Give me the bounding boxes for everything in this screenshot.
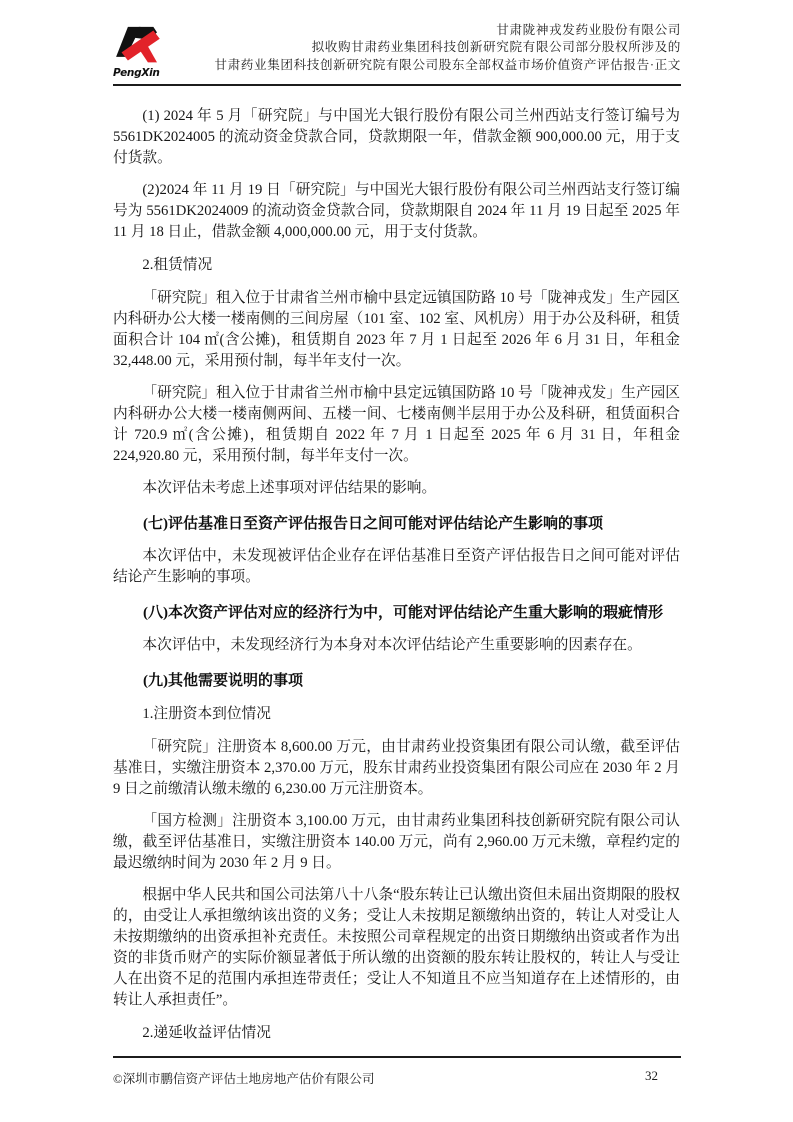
subheading-deferred-income: 2.递延收益评估情况 — [142, 1025, 271, 1041]
footer-copyright: ©深圳市鹏信资产评估土地房地产估价有限公司 — [113, 1072, 375, 1086]
header-divider — [113, 84, 681, 86]
paragraph-section-7-body: 本次评估中，未发现被评估企业存在评估基准日至资产评估报告日之间可能对评估结论产生影响的事项。 — [113, 548, 680, 585]
document-body — [113, 95, 680, 1052]
pengxin-logo-icon — [113, 26, 161, 66]
page-footer — [113, 1068, 680, 1087]
heading-section-9: (九)其他需要说明的事项 — [143, 673, 303, 689]
paragraph-lease-note: 本次评估未考虑上述事项对评估结果的影响。 — [142, 480, 437, 496]
paragraph-loan-1: (1) 2024 年 5 月「研究院」与中国光大银行股份有限公司兰州西站支行签订编号为 5561DK2024005 的流动资金贷款合同，贷款期限一年，借款金额 900,000.00 元，用于支付货款。 — [113, 108, 680, 166]
paragraph-company-law: 根据中华人民共和国公司法第八十八条“股东转让已认缴出资但未届出资期限的股权的，由受让人承担缴纳该出资的义务；受让人未按期足额缴纳出资的，转让人对受让人未按期缴纳的出资承担补充责任。未按照公司章程规定的出资日期缴纳出资或者作为出资的非货币财产的实际价额显著低于所认缴的出资额的股东转让股权的，转让人与受让人在出资不足的范围内承担连带责任；受让人不知道且不应当知道存在上述情形的，由转让人承担责任”。 — [113, 887, 680, 1008]
header-line-transaction: 拟收购甘肃药业集团科技创新研究院有限公司部分股权所涉及的 — [311, 40, 681, 55]
subheading-lease: 2.租赁情况 — [142, 257, 213, 273]
header-line-report-title: 甘肃药业集团科技创新研究院有限公司股东全部权益市场价值资产评估报告·正文 — [214, 57, 681, 72]
header-line-company: 甘肃陇神戎发药业股份有限公司 — [496, 23, 681, 37]
heading-section-8: (八)本次资产评估对应的经济行为中，可能对评估结论产生重大影响的瑕疵情形 — [143, 605, 663, 621]
page-header — [113, 22, 681, 79]
paragraph-capital-yanjiuyuan: 「研究院」注册资本 8,600.00 万元，由甘肃药业投资集团有限公司认缴，截至评估基准日，实缴注册资本 2,370.00 万元，股东甘肃药业投资集团有限公司应在 2030 年 2 月 9 日之前缴清认缴未缴的 6,230.00 万元注册资本。 — [113, 739, 680, 797]
page-number: 32 — [645, 1068, 658, 1083]
paragraph-loan-2: (2)2024 年 11 月 19 日「研究院」与中国光大银行股份有限公司兰州西站支行签订编号为 5561DK2024009 的流动资金贷款合同，贷款期限自 2024 年 11 月 19 日起至 2025 年 11 月 18 日止，借款金额 4,000,000.00 元，用于支付货款。 — [113, 182, 680, 240]
heading-section-7: (七)评估基准日至资产评估报告日之间可能对评估结论产生影响的事项 — [143, 516, 603, 532]
pengxin-logo-wordmark: PengXin — [113, 67, 160, 79]
paragraph-capital-guofang: 「国方检测」注册资本 3,100.00 万元，由甘肃药业集团科技创新研究院有限公司认缴，截至评估基准日，实缴注册资本 140.00 万元，尚有 2,960.00 万元未缴，章程约定的最迟缴纳时间为 2030 年 2 月 9 日。 — [113, 813, 680, 871]
paragraph-lease-2: 「研究院」租入位于甘肃省兰州市榆中县定远镇国防路 10 号「陇神戎发」生产园区内科研办公大楼一楼南侧两间、五楼一间、七楼南侧半层用于办公及科研，租赁面积合计 720.9 ㎡(含公摊)，租赁期自 2022 年 7 月 1 日起至 2025 年 6 月 31 日，年租金 224,920.80 元，采用预付制，每半年支付一次。 — [113, 385, 680, 464]
paragraph-section-8-body: 本次评估中，未发现经济行为本身对本次评估结论产生重要影响的因素存在。 — [142, 637, 642, 653]
footer-divider — [113, 1056, 681, 1058]
paragraph-lease-1: 「研究院」租入位于甘肃省兰州市榆中县定远镇国防路 10 号「陇神戎发」生产园区内科研办公大楼一楼南侧的三间房屋（101 室、102 室、风机房）用于办公及科研，租赁面积合计 104 ㎡(含公摊)，租赁期自 2023 年 7 月 1 日起至 2026 年 6 月 31 日，年租金 32,448.00 元，采用预付制，每半年支付一次。 — [113, 290, 680, 369]
pengxin-logo — [113, 22, 169, 79]
report-header-titles — [214, 22, 681, 74]
subheading-registered-capital: 1.注册资本到位情况 — [142, 706, 271, 722]
